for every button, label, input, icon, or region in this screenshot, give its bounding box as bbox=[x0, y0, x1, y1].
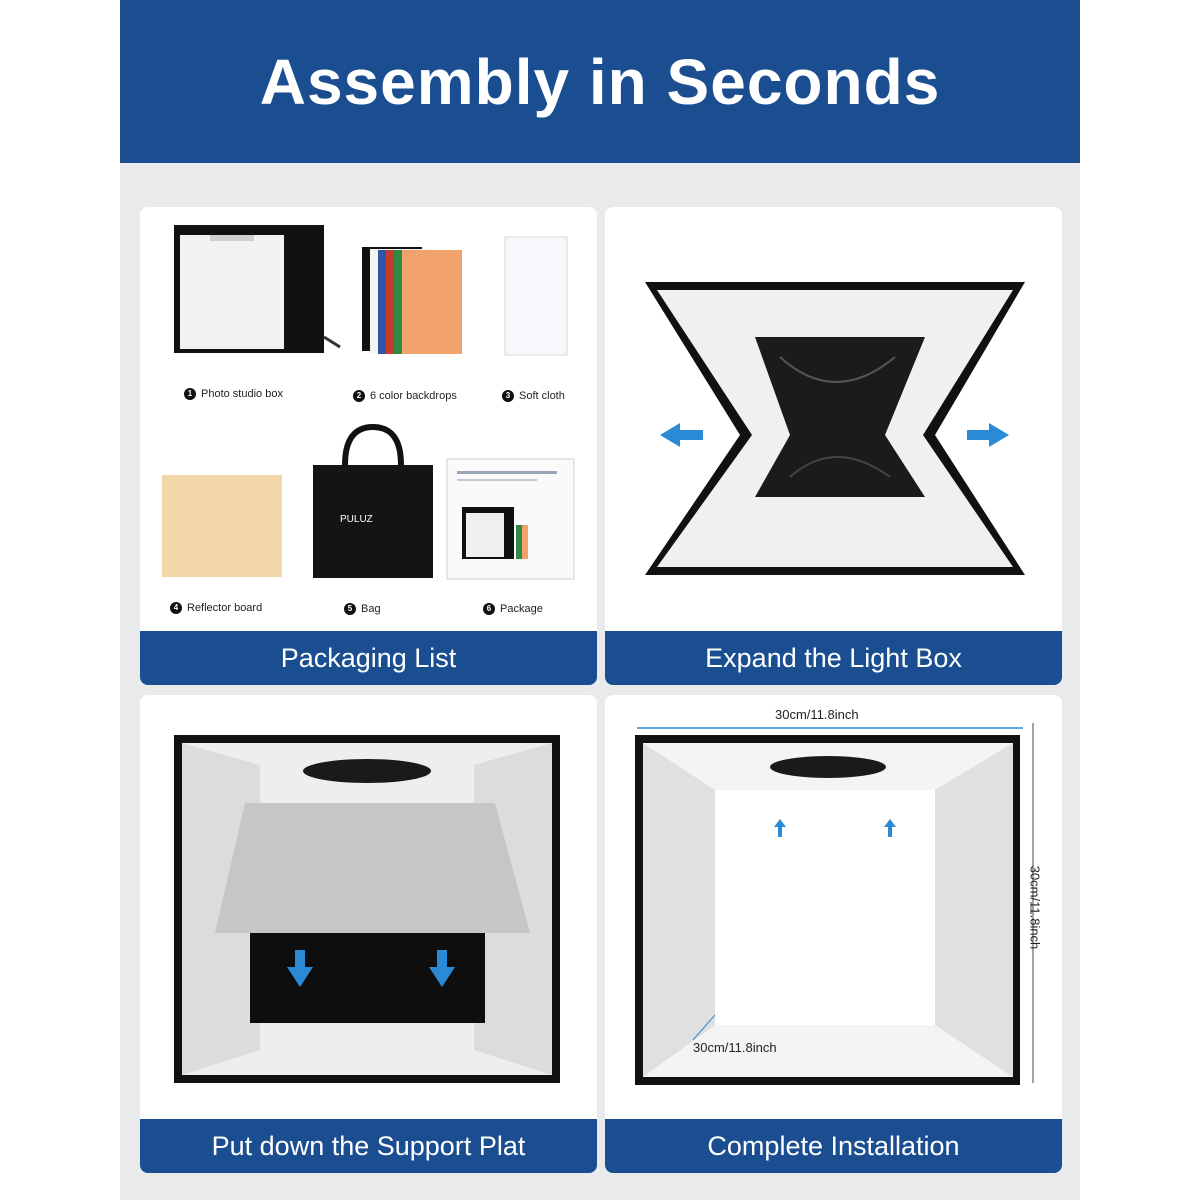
packaging-item-2: 2 6 color backdrops bbox=[353, 390, 457, 402]
infographic bbox=[120, 0, 1080, 1200]
complete-box-illustration bbox=[605, 695, 1062, 1119]
packaging-item-3: 3 Soft cloth bbox=[502, 390, 565, 402]
support-plat-caption: Put down the Support Plat bbox=[140, 1119, 597, 1173]
width-dimension-label: 30cm/11.8inch bbox=[775, 707, 859, 722]
soft-cloth-image bbox=[505, 237, 567, 355]
studio-box-image bbox=[174, 225, 340, 353]
complete-installation-panel bbox=[605, 695, 1062, 1173]
expand-light-box-caption: Expand the Light Box bbox=[605, 631, 1062, 685]
packaging-item-5: 5 Bag bbox=[344, 603, 381, 615]
packaging-list-panel bbox=[140, 207, 597, 685]
support-plat-panel bbox=[140, 695, 597, 1173]
bag-image bbox=[313, 427, 433, 578]
height-dimension-label: 30cm/11.8inch bbox=[1027, 865, 1043, 950]
packaging-item-4: 4 Reflector board bbox=[170, 602, 262, 614]
depth-dimension-label: 30cm/11.8inch bbox=[693, 1040, 777, 1055]
color-backdrops-image bbox=[362, 247, 462, 354]
expanding-box-illustration bbox=[605, 207, 1062, 631]
expand-light-box-panel bbox=[605, 207, 1062, 685]
reflector-board-image bbox=[162, 475, 282, 577]
packaging-illustration bbox=[140, 207, 597, 631]
packaging-list-caption: Packaging List bbox=[140, 631, 597, 685]
support-plat-illustration bbox=[140, 695, 597, 1119]
page-title: Assembly in Seconds bbox=[259, 45, 941, 118]
bag-logo-text: PULUZ bbox=[340, 514, 373, 525]
packaging-item-6: 6 Package bbox=[483, 603, 543, 615]
package-image bbox=[447, 459, 574, 579]
right-arrow-icon bbox=[967, 423, 1009, 447]
packaging-item-1: 1 Photo studio box bbox=[184, 388, 283, 400]
left-arrow-icon bbox=[660, 423, 703, 447]
complete-installation-caption: Complete Installation bbox=[605, 1119, 1062, 1173]
title-banner bbox=[120, 0, 1080, 163]
